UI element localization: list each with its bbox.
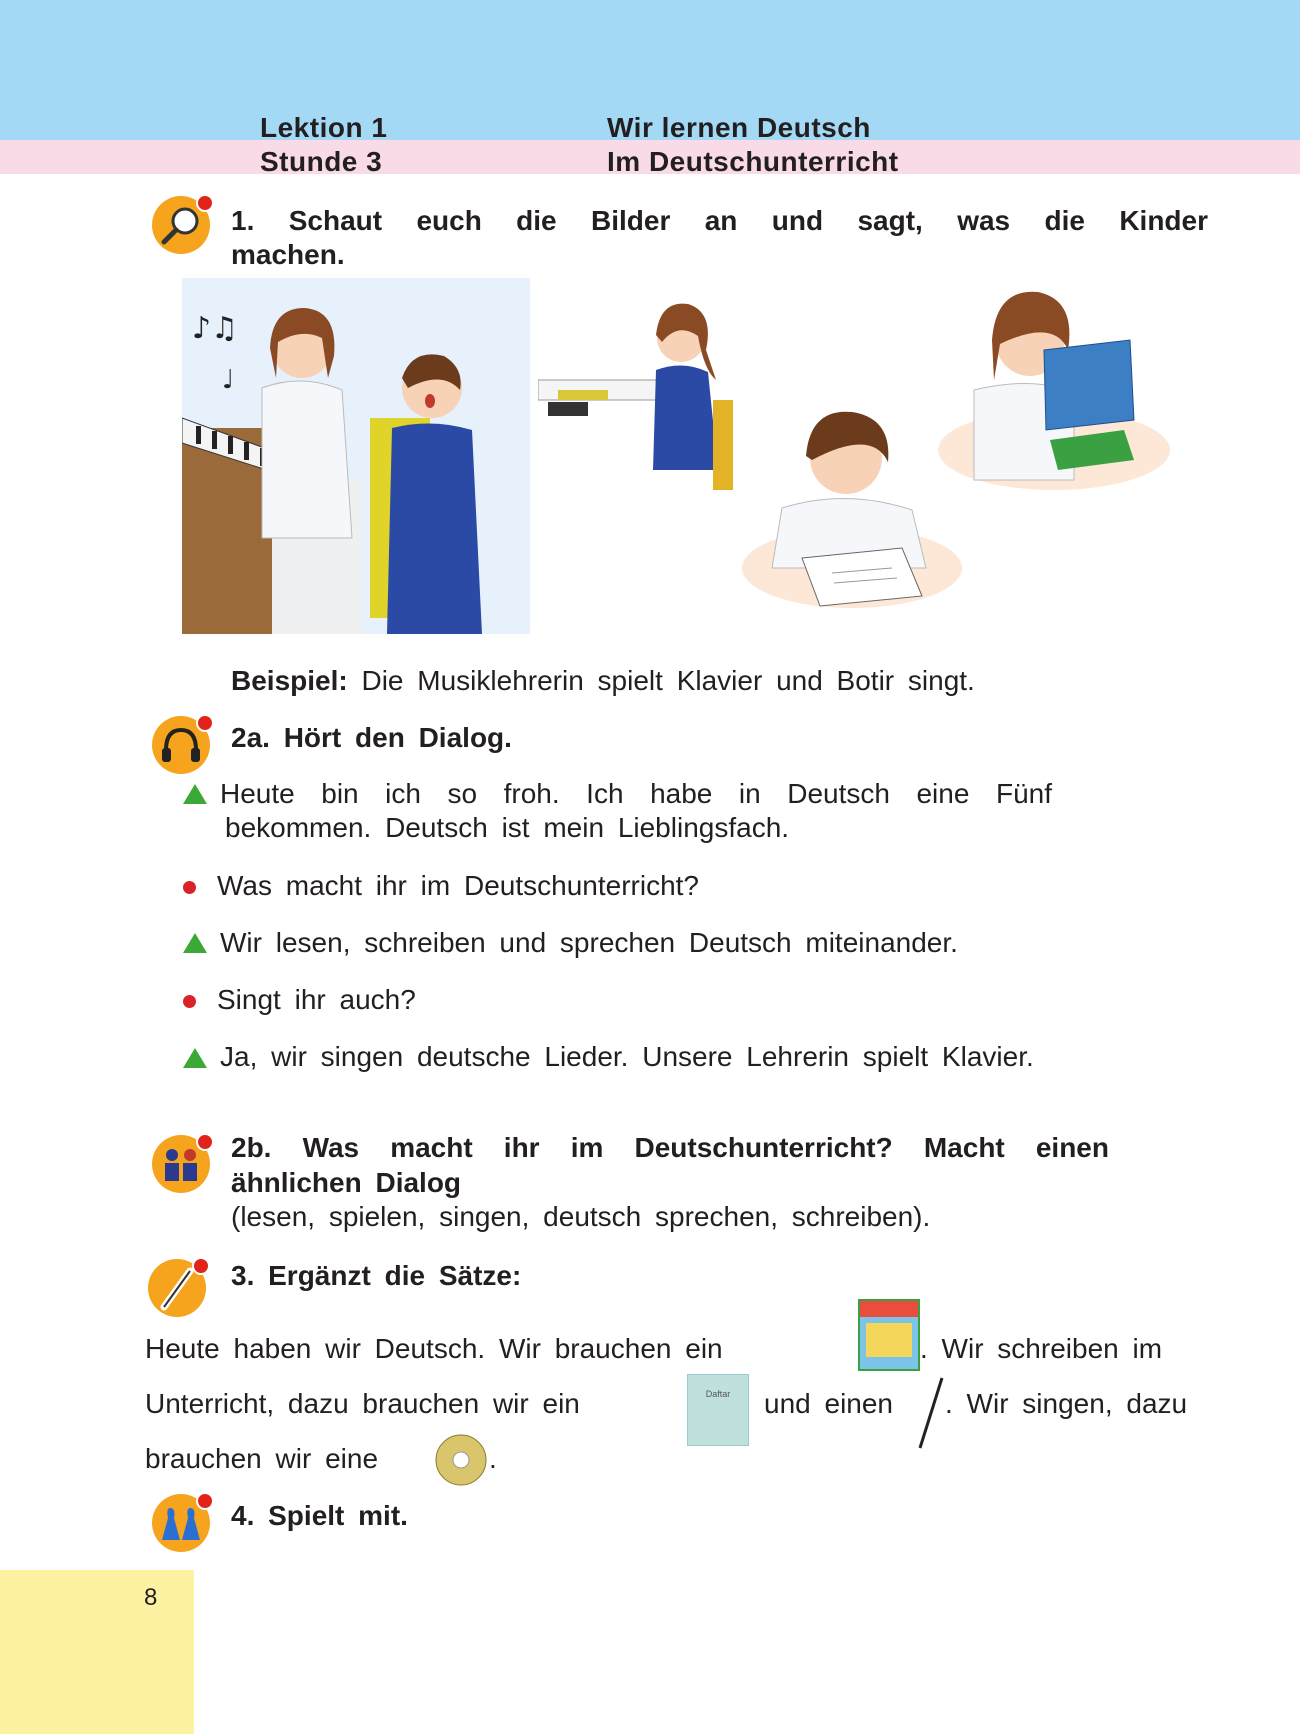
dialog-line-3: Wir lesen, schreiben und sprechen Deutsch miteinander. xyxy=(220,927,958,958)
hour-label: Stunde 3 xyxy=(260,146,383,177)
dialog-line-4: Singt ihr auch? xyxy=(217,984,416,1015)
hour-title: Im Deutschunterricht xyxy=(607,146,899,177)
ex3-line2c: . Wir singen, dazu xyxy=(945,1388,1188,1419)
pen-icon xyxy=(914,1374,948,1452)
ex3-line1b: . Wir schreiben im xyxy=(920,1333,1163,1364)
notebook-label: Daftar xyxy=(705,1389,731,1399)
magnifier-icon xyxy=(152,196,210,254)
example-label: Beispiel: xyxy=(231,665,348,696)
headphones-icon xyxy=(152,716,210,774)
dialog-line-5: Ja, wir singen deutsche Lieder. Unsere Lehrerin spielt Klavier. xyxy=(220,1041,1034,1072)
ex2b-title-line2: ähnlichen Dialog xyxy=(231,1167,462,1198)
pencil-icon xyxy=(148,1259,206,1317)
footer-band-yellow xyxy=(0,1570,194,1734)
ex3-line2b: und einen xyxy=(764,1388,894,1419)
svg-text:♪♫: ♪♫ xyxy=(192,311,239,346)
ex3-line3a: brauchen wir eine xyxy=(145,1443,379,1474)
ex2b-title-line1: 2b. Was macht ihr im Deutschunterricht? Macht einen xyxy=(231,1132,1109,1163)
ex3-line3b: . xyxy=(489,1443,497,1474)
dialog-line-2: Was macht ihr im Deutschunterricht? xyxy=(217,870,699,901)
game-pieces-icon xyxy=(152,1494,210,1552)
lesson-label: Lektion 1 xyxy=(260,112,388,143)
dialog-line-1b: bekommen. Deutsch ist mein Lieblingsfach. xyxy=(225,812,790,843)
ex3-title: 3. Ergänzt die Sätze: xyxy=(231,1260,522,1291)
dialog-marker-triangle xyxy=(183,933,207,953)
book-icon xyxy=(858,1299,920,1371)
dialog-marker-triangle xyxy=(183,784,207,804)
dialog-marker-dot xyxy=(183,995,196,1008)
girl-drawing-illustration xyxy=(538,290,744,498)
ex3-line2a: Unterricht, dazu brauchen wir ein xyxy=(145,1388,580,1419)
girl-reading-illustration xyxy=(934,280,1170,492)
svg-text:♩: ♩ xyxy=(222,365,235,395)
music-lesson-illustration xyxy=(182,278,530,634)
lesson-title: Wir lernen Deutsch xyxy=(607,112,871,143)
dialog-line-1a: Heute bin ich so froh. Ich habe in Deutsch eine Fünf xyxy=(220,778,1052,809)
page-number: 8 xyxy=(144,1584,158,1611)
ex2a-title: 2a. Hört den Dialog. xyxy=(231,722,512,753)
ex3-line1a: Heute haben wir Deutsch. Wir brauchen ein xyxy=(145,1333,723,1364)
ex2b-hint: (lesen, spielen, singen, deutsch sprechen, schreiben). xyxy=(231,1201,931,1232)
ex4-title: 4. Spielt mit. xyxy=(231,1500,408,1531)
dialog-marker-dot xyxy=(183,881,196,894)
notebook-icon xyxy=(687,1374,749,1446)
ex1-title-line1: 1. Schaut euch die Bilder an und sagt, was die Kinder xyxy=(231,205,1208,236)
boy-writing-illustration xyxy=(742,398,962,618)
example-text: Die Musiklehrerin spielt Klavier und Botir singt. xyxy=(361,665,975,696)
ex1-example xyxy=(231,664,975,698)
cd-icon xyxy=(433,1434,489,1486)
ex1-title-line2: machen. xyxy=(231,239,345,270)
pair-work-icon xyxy=(152,1135,210,1193)
dialog-marker-triangle xyxy=(183,1048,207,1068)
